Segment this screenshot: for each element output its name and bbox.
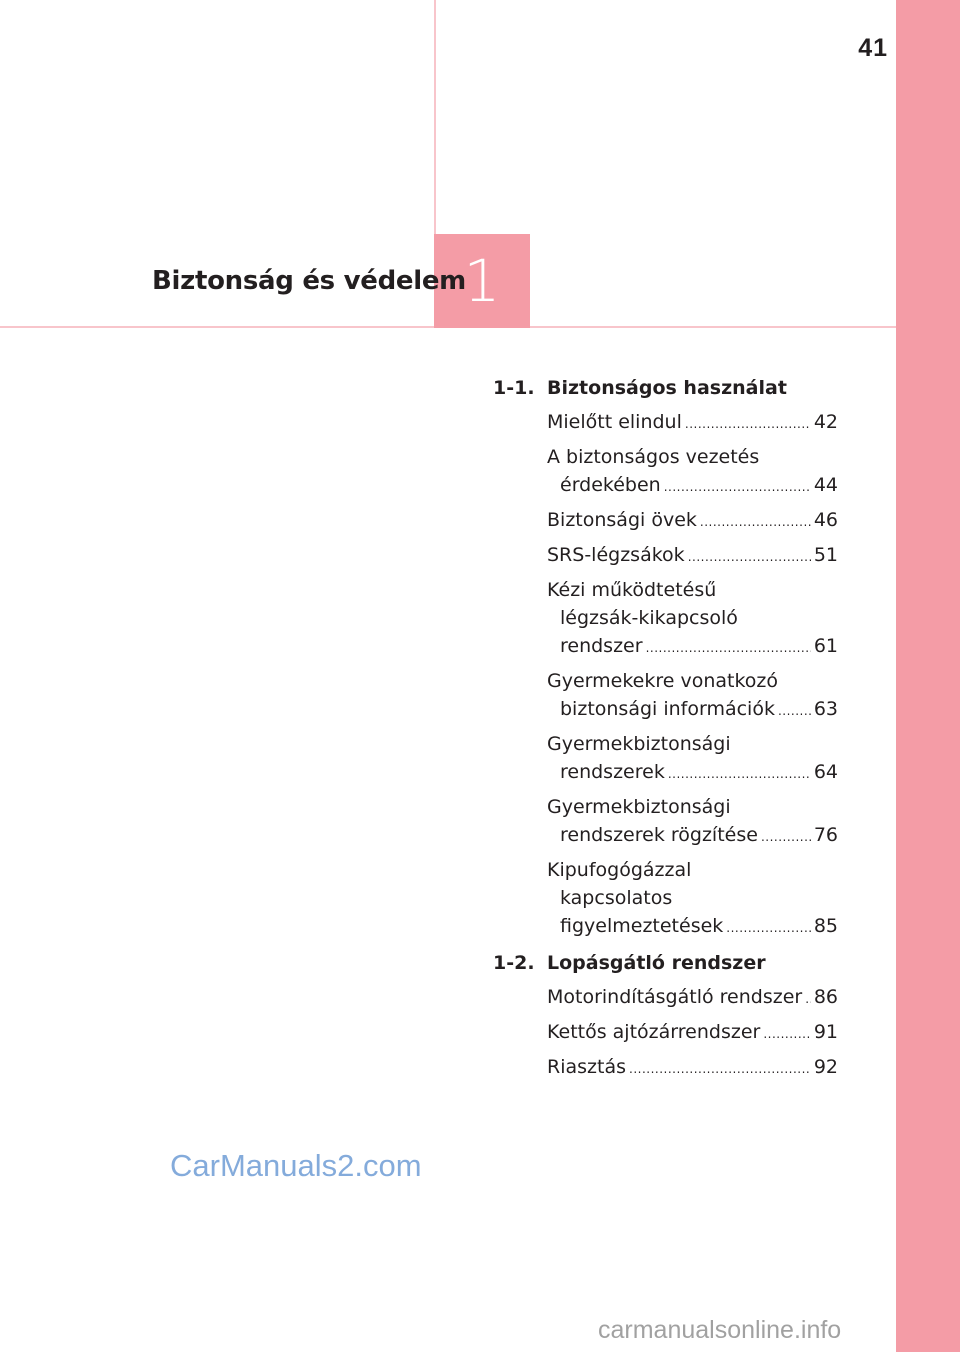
toc-dot-leader	[700, 508, 811, 536]
toc-section-number: 1-1.	[493, 377, 535, 399]
toc-entry-title: SRS-légzsákok	[547, 544, 685, 566]
toc-page-number: 46	[813, 509, 838, 531]
toc-dot-leader	[763, 1020, 810, 1048]
toc-entry-title: érdekében	[560, 474, 661, 496]
toc-entry-title: Biztonsági övek	[547, 509, 697, 531]
toc-section-heading	[493, 948, 838, 978]
toc-section-title: Lopásgátló rendszer	[547, 952, 766, 974]
toc-entry-title: Gyermekbiztonsági	[547, 733, 731, 755]
toc-entry-title: légzsák-kikapcsoló	[560, 607, 738, 629]
toc-entry-title: rendszerek	[560, 761, 665, 783]
footer-watermark: carmanualsonline.info	[598, 1316, 842, 1344]
toc-entry-title: biztonsági információk	[560, 698, 775, 720]
toc-entry[interactable]	[547, 443, 838, 501]
toc-entry[interactable]	[547, 667, 838, 725]
toc-section-number: 1-2.	[493, 952, 535, 974]
toc-dot-leader	[778, 697, 811, 725]
toc-entry-title: rendszerek rögzítése	[560, 824, 758, 846]
table-of-contents	[493, 373, 838, 1083]
toc-entry[interactable]	[547, 576, 838, 662]
toc-page-number: 91	[813, 1021, 838, 1043]
toc-entry-title: Kézi működtetésű	[547, 579, 717, 601]
toc-page-number: 42	[813, 411, 838, 433]
toc-page-number: 51	[813, 544, 838, 566]
toc-entry-title: figyelmeztetések	[560, 915, 724, 937]
chapter-title: Biztonság és védelem	[152, 266, 466, 296]
toc-page-number: 44	[813, 474, 838, 496]
toc-page-number: 86	[813, 986, 838, 1008]
toc-entry[interactable]	[547, 793, 838, 851]
toc-entry-title: kapcsolatos	[560, 887, 673, 909]
toc-entry-title: Gyermekbiztonsági	[547, 796, 731, 818]
toc-page-number: 63	[813, 698, 838, 720]
toc-dot-leader	[761, 823, 811, 851]
watermark: CarManuals2.com	[170, 1148, 422, 1183]
toc-page-number: 64	[813, 761, 838, 783]
toc-entry-title: Kettős ajtózárrendszer	[547, 1021, 761, 1043]
toc-entry[interactable]	[547, 1053, 838, 1083]
toc-entry-title: Kipufogógázzal	[547, 859, 692, 881]
toc-dot-leader	[664, 473, 811, 501]
toc-dot-leader	[646, 634, 811, 662]
toc-entry[interactable]	[547, 408, 838, 438]
toc-page-number: 76	[813, 824, 838, 846]
toc-entry[interactable]	[547, 541, 838, 571]
toc-dot-leader	[805, 985, 811, 1013]
toc-page-number: 85	[813, 915, 838, 937]
toc-entry[interactable]	[547, 1018, 838, 1048]
toc-entry[interactable]	[547, 730, 838, 788]
toc-entry[interactable]	[547, 983, 838, 1013]
toc-dot-leader	[726, 914, 811, 942]
toc-dot-leader	[688, 543, 811, 571]
toc-dot-leader	[629, 1055, 811, 1083]
toc-section-heading	[493, 373, 838, 403]
toc-entry[interactable]	[547, 856, 838, 942]
toc-entry-title: Mielőtt elindul	[547, 411, 682, 433]
chapter-number: 1	[434, 234, 530, 328]
toc-entry-title: Gyermekekre vonatkozó	[547, 670, 779, 692]
toc-dot-leader	[668, 760, 811, 788]
side-tab	[896, 0, 960, 1352]
toc-entry[interactable]	[547, 506, 838, 536]
toc-section-title: Biztonságos használat	[547, 377, 787, 399]
page-number: 41	[858, 34, 888, 62]
toc-page-number: 61	[813, 635, 838, 657]
toc-entry-title: rendszer	[560, 635, 643, 657]
toc-dot-leader	[685, 410, 811, 438]
header-divider-vertical	[434, 0, 436, 234]
toc-entry-title: A biztonságos vezetés	[547, 446, 760, 468]
toc-entry-title: Riasztás	[547, 1056, 626, 1078]
toc-entry-title: Motorindításgátló rendszer	[547, 986, 803, 1008]
toc-page-number: 92	[813, 1056, 838, 1078]
